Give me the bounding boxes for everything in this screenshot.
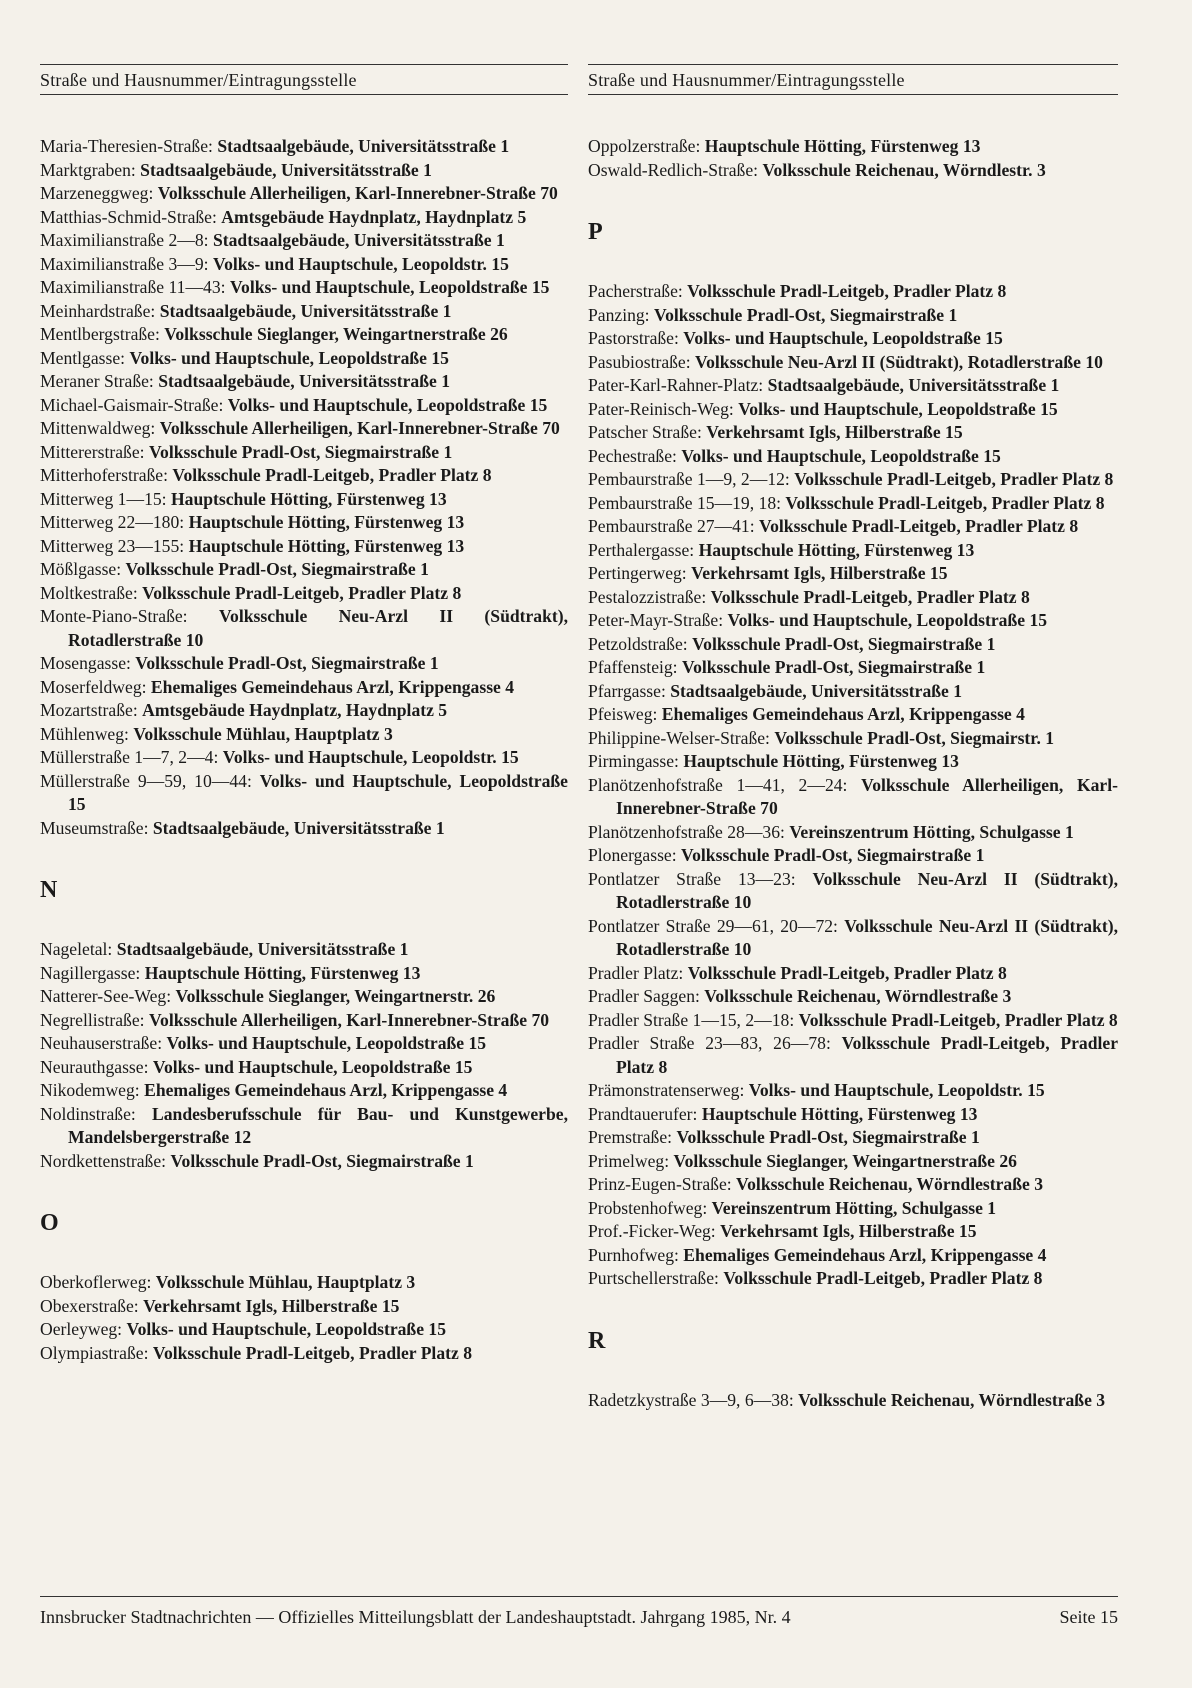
- street-name: Pater-Karl-Rahner-Platz:: [588, 375, 764, 395]
- street-name: Pestalozzistraße:: [588, 586, 707, 607]
- column-header-left: Straße und Hausnummer/Eintragungsstelle: [40, 64, 568, 95]
- registration-station: Verkehrsamt Igls, Hilberstraße 15: [720, 1221, 977, 1241]
- street-entry: [40, 488, 568, 512]
- street-name: Museumstraße:: [40, 817, 149, 838]
- registration-station: Volksschule Pradl-Ost, Siegmairstraße 1: [676, 1127, 980, 1147]
- registration-station: Stadtsaalgebäude, Universitätsstraße 1: [158, 371, 451, 391]
- registration-station: Volksschule Pradl-Leitgeb, Pradler Platz 8: [710, 586, 1030, 607]
- street-name: Mittererstraße:: [40, 441, 145, 462]
- registration-station: Volks- und Hauptschule, Leopoldstraße 15: [166, 1033, 487, 1053]
- street-name: Müllerstraße 9—59, 10—44:: [40, 770, 252, 791]
- street-entry: [40, 135, 568, 159]
- street-name: Pacherstraße:: [588, 281, 683, 301]
- section-letter: P: [588, 219, 603, 245]
- street-entry: [40, 253, 568, 277]
- registration-station: Amtsgebäude Haydnplatz, Haydnplatz 5: [142, 700, 448, 720]
- street-name: Planötzenhofstraße 1—41, 2—24:: [588, 774, 848, 795]
- street-entry: [40, 582, 568, 606]
- street-name: Pembaurstraße 27—41:: [588, 516, 755, 536]
- street-name: Marktgraben:: [40, 159, 136, 180]
- street-entry: [40, 229, 568, 253]
- street-entry: [40, 417, 568, 441]
- street-name: Radetzkystraße 3—9, 6—38:: [588, 1389, 794, 1410]
- street-entry: [40, 985, 568, 1009]
- street-entry: [40, 938, 568, 962]
- registration-station: Volksschule Pradl-Leitgeb, Pradler Platz 8: [723, 1268, 1043, 1288]
- street-name: Mitterhoferstraße:: [40, 465, 168, 485]
- registration-station: Hauptschule Hötting, Fürstenweg 13: [188, 535, 465, 556]
- street-name: Moltkestraße:: [40, 582, 138, 603]
- street-entry: [40, 535, 568, 559]
- registration-station: Volksschule Pradl-Leitgeb, Pradler Platz 8: [785, 492, 1105, 513]
- street-entry: [588, 468, 1118, 492]
- street-name: Oppolzerstraße:: [588, 136, 701, 156]
- street-entry: [588, 374, 1118, 398]
- street-entry: [40, 370, 568, 394]
- registration-station: Hauptschule Hötting, Fürstenweg 13: [144, 962, 421, 983]
- street-name: Premstraße:: [588, 1127, 673, 1147]
- street-entry: [588, 421, 1118, 445]
- street-entry: [40, 276, 568, 300]
- registration-station: Volks- und Hauptschule, Leopoldstraße 15: [229, 277, 550, 297]
- registration-station: Vereinszentrum Hötting, Schulgasse 1: [789, 821, 1074, 842]
- street-name: Pontlatzer Straße 13—23:: [588, 868, 796, 889]
- street-name: Obexerstraße:: [40, 1295, 139, 1316]
- street-name: Neurauthgasse:: [40, 1056, 149, 1077]
- registration-station: Ehemaliges Gemeindehaus Arzl, Krippengasse 4: [661, 704, 1025, 724]
- street-entry: [40, 206, 568, 230]
- registration-station: Hauptschule Hötting, Fürstenweg 13: [698, 539, 975, 560]
- registration-station: Volksschule Pradl-Leitgeb, Pradler Platz 8: [798, 1009, 1118, 1030]
- street-name: Peter-Mayr-Straße:: [588, 610, 724, 630]
- registration-station: Verkehrsamt Igls, Hilberstraße 15: [143, 1295, 400, 1316]
- street-entry: [40, 1103, 568, 1150]
- street-entry: [588, 633, 1118, 657]
- registration-station: Volksschule Mühlau, Hauptplatz 3: [155, 1272, 416, 1292]
- registration-station: Volksschule Pradl-Leitgeb, Pradler Platz 8: [616, 1033, 1118, 1077]
- street-entry: [40, 699, 568, 723]
- street-name: Planötzenhofstraße 28—36:: [588, 821, 785, 842]
- street-entry: [588, 1009, 1118, 1033]
- registration-station: Verkehrsamt Igls, Hilberstraße 15: [706, 422, 963, 442]
- registration-station: Volksschule Reichenau, Wörndlestr. 3: [762, 159, 1046, 180]
- street-name: Mosengasse:: [40, 653, 131, 673]
- street-entry: [588, 398, 1118, 422]
- street-entry: [588, 1150, 1118, 1174]
- street-entry: [40, 605, 568, 652]
- registration-station: Volksschule Mühlau, Hauptplatz 3: [133, 723, 393, 744]
- registration-station: Volksschule Sieglanger, Weingartnerstr. 26: [175, 986, 496, 1006]
- street-entry: [588, 962, 1118, 986]
- left-entries: [40, 135, 568, 1365]
- registration-station: Amtsgebäude Haydnplatz, Haydnplatz 5: [221, 206, 527, 227]
- street-name: Pertingerweg:: [588, 563, 687, 583]
- registration-station: Volksschule Pradl-Ost, Siegmairstraße 1: [692, 633, 996, 654]
- registration-station: Volks- und Hauptschule, Leopoldstr. 15: [222, 747, 519, 767]
- street-name: Mitterweg 22—180:: [40, 512, 185, 532]
- street-entry: [588, 159, 1118, 183]
- right-entries: [588, 135, 1118, 1412]
- street-name: Michael-Gaismair-Straße:: [40, 394, 224, 415]
- street-entry: [588, 280, 1118, 304]
- street-name: Nordkettenstraße:: [40, 1150, 167, 1171]
- registration-station: Volksschule Sieglanger, Weingartnerstraße 26: [673, 1150, 1017, 1171]
- registration-station: Volksschule Sieglanger, Weingartnerstraße 26: [164, 324, 508, 344]
- street-entry: [40, 1056, 568, 1080]
- registration-station: Volksschule Reichenau, Wörndlestraße 3: [798, 1389, 1106, 1410]
- registration-station: Stadtsaalgebäude, Universitätsstraße 1: [217, 136, 510, 156]
- registration-station: Volksschule Pradl-Ost, Siegmairstraße 1: [148, 441, 453, 462]
- registration-station: Vereinszentrum Hötting, Schulgasse 1: [711, 1197, 997, 1218]
- street-entry: [40, 1295, 568, 1319]
- registration-station: Stadtsaalgebäude, Universitätsstraße 1: [159, 300, 452, 321]
- registration-station: Volksschule Reichenau, Wörndlestraße 3: [704, 986, 1012, 1006]
- street-entry: [40, 558, 568, 582]
- street-entry: [40, 770, 568, 817]
- street-name: Meraner Straße:: [40, 371, 154, 391]
- page-footer: [40, 1596, 1118, 1629]
- street-entry: [40, 347, 568, 371]
- street-name: Maria-Theresien-Straße:: [40, 136, 213, 156]
- street-entry: [588, 327, 1118, 351]
- street-entry: [588, 656, 1118, 680]
- street-entry: [588, 1126, 1118, 1150]
- street-name: Maximilianstraße 11—43:: [40, 277, 226, 297]
- registration-station: Stadtsaalgebäude, Universitätsstraße 1: [140, 159, 432, 180]
- street-name: Mühlenweg:: [40, 723, 129, 744]
- registration-station: Hauptschule Hötting, Fürstenweg 13: [704, 136, 981, 156]
- street-entry: [40, 676, 568, 700]
- street-name: Müllerstraße 1—7, 2—4:: [40, 747, 219, 767]
- street-name: Prinz-Eugen-Straße:: [588, 1174, 732, 1194]
- registration-station: Volksschule Allerheiligen, Karl-Innerebner-Straße 70: [159, 418, 560, 438]
- street-name: Pradler Straße 23—83, 26—78:: [588, 1033, 831, 1053]
- street-entry: [588, 1220, 1118, 1244]
- street-entry: [40, 723, 568, 747]
- street-entry: [588, 727, 1118, 751]
- street-entry: [588, 515, 1118, 539]
- street-name: Prämonstratenserweg:: [588, 1080, 745, 1100]
- street-entry: [40, 746, 568, 770]
- registration-station: Hauptschule Hötting, Fürstenweg 13: [683, 751, 959, 771]
- street-name: Pasubiostraße:: [588, 351, 691, 372]
- registration-station: Ehemaliges Gemeindehaus Arzl, Krippengasse 4: [150, 676, 515, 697]
- registration-station: Volks- und Hauptschule, Leopoldstraße 15: [727, 610, 1048, 630]
- street-entry: [40, 323, 568, 347]
- registration-station: Volks- und Hauptschule, Leopoldstr. 15: [212, 253, 509, 274]
- column-header-right: Straße und Hausnummer/Eintragungsstelle: [588, 64, 1118, 95]
- footer-page-number: Seite 15: [1059, 1607, 1118, 1627]
- street-name: Marzeneggweg:: [40, 183, 154, 203]
- street-name: Philippine-Welser-Straße:: [588, 727, 770, 748]
- registration-station: Stadtsaalgebäude, Universitätsstraße 1: [212, 230, 505, 250]
- street-entry: [588, 492, 1118, 516]
- registration-station: Volksschule Neu-Arzl II (Südtrakt), Rotadlerstraße 10: [68, 606, 568, 650]
- street-entry: [588, 1103, 1118, 1127]
- registration-station: Volks- und Hauptschule, Leopoldstraße 15: [68, 770, 568, 814]
- registration-station: Hauptschule Hötting, Fürstenweg 13: [170, 488, 447, 509]
- street-entry: [40, 464, 568, 488]
- street-name: Neuhauserstraße:: [40, 1033, 163, 1053]
- street-entry: [40, 1079, 568, 1103]
- street-name: Maximilianstraße 3—9:: [40, 253, 209, 274]
- registration-station: Volksschule Allerheiligen, Karl-Innerebner-Straße 70: [157, 183, 558, 203]
- street-name: Mößlgasse:: [40, 559, 122, 579]
- street-entry: [40, 1271, 568, 1295]
- registration-station: Stadtsaalgebäude, Universitätsstraße 1: [767, 375, 1060, 395]
- registration-station: Volks- und Hauptschule, Leopoldstraße 15: [738, 398, 1058, 419]
- registration-station: Stadtsaalgebäude, Universitätsstraße 1: [152, 817, 445, 838]
- street-entry: [40, 182, 568, 206]
- street-name: Pfarrgasse:: [588, 680, 666, 701]
- footer-publication: Innsbrucker Stadtnachrichten — Offizielles Mitteilungsblatt der Landeshauptstadt. Jahrgang 1985, Nr. 4: [40, 1607, 791, 1627]
- registration-station: Ehemaliges Gemeindehaus Arzl, Krippengasse 4: [144, 1080, 508, 1100]
- section-letter: N: [40, 877, 58, 903]
- street-name: Pater-Reinisch-Weg:: [588, 398, 734, 419]
- registration-station: Volksschule Pradl-Leitgeb, Pradler Platz 8: [687, 962, 1007, 983]
- street-name: Natterer-See-Weg:: [40, 986, 172, 1006]
- street-entry: [40, 1150, 568, 1174]
- street-entry: [40, 1318, 568, 1342]
- street-name: Pechestraße:: [588, 445, 677, 466]
- registration-station: Landesberufsschule für Bau- und Kunstgewerbe, Mandelsbergerstraße 12: [68, 1103, 568, 1147]
- street-entry: [588, 985, 1118, 1009]
- registration-station: Volksschule Allerheiligen, Karl-Innerebner-Straße 70: [616, 774, 1118, 818]
- street-name: Oberkoflerweg:: [40, 1272, 152, 1292]
- registration-station: Volks- und Hauptschule, Leopoldstr. 15: [748, 1080, 1045, 1100]
- street-name: Perthalergasse:: [588, 539, 695, 560]
- street-entry: [588, 1267, 1118, 1291]
- registration-station: Volksschule Pradl-Leitgeb, Pradler Platz 8: [142, 582, 462, 603]
- registration-station: Stadtsaalgebäude, Universitätsstraße 1: [670, 680, 963, 701]
- left-column: [40, 64, 568, 1365]
- street-name: Petzoldstraße:: [588, 633, 688, 654]
- registration-station: Hauptschule Hötting, Fürstenweg 13: [701, 1103, 978, 1124]
- street-name: Monte-Piano-Straße:: [40, 606, 188, 626]
- section-letter: O: [40, 1210, 59, 1236]
- registration-station: Volksschule Neu-Arzl II (Südtrakt), Rotadlerstraße 10: [695, 351, 1103, 372]
- registration-station: Volks- und Hauptschule, Leopoldstraße 15: [126, 1319, 447, 1339]
- registration-station: Volks- und Hauptschule, Leopoldstraße 15: [681, 445, 1001, 466]
- street-entry: [588, 1389, 1118, 1413]
- registration-station: Verkehrsamt Igls, Hilberstraße 15: [691, 563, 948, 583]
- street-name: Patscher Straße:: [588, 422, 702, 442]
- registration-station: Volksschule Reichenau, Wörndlestraße 3: [736, 1174, 1043, 1194]
- street-entry: [588, 609, 1118, 633]
- registration-station: Volks- und Hauptschule, Leopoldstraße 15: [152, 1056, 473, 1077]
- registration-station: Volksschule Neu-Arzl II (Südtrakt), Rotadlerstraße 10: [616, 868, 1118, 912]
- street-entry: [588, 844, 1118, 868]
- registration-station: Volksschule Pradl-Leitgeb, Pradler Platz 8: [794, 469, 1114, 489]
- registration-station: Volksschule Pradl-Ost, Siegmairstraße 1: [125, 559, 429, 579]
- street-entry: [588, 774, 1118, 821]
- registration-station: Volksschule Pradl-Leitgeb, Pradler Platz 8: [687, 281, 1007, 301]
- registration-station: Volksschule Pradl-Ost, Siegmairstraße 1: [653, 304, 958, 325]
- registration-station: Volks- und Hauptschule, Leopoldstraße 15: [227, 394, 548, 415]
- street-name: Primelweg:: [588, 1150, 670, 1171]
- street-entry: [588, 1197, 1118, 1221]
- street-entry: [40, 441, 568, 465]
- registration-station: Volks- und Hauptschule, Leopoldstraße 15: [129, 347, 449, 368]
- street-name: Panzing:: [588, 304, 650, 325]
- street-entry: [588, 351, 1118, 375]
- street-name: Moserfeldweg:: [40, 676, 147, 697]
- street-entry: [588, 1079, 1118, 1103]
- registration-station: Stadtsaalgebäude, Universitätsstraße 1: [116, 939, 409, 959]
- street-name: Mitterweg 1—15:: [40, 488, 167, 509]
- street-name: Maximilianstraße 2—8:: [40, 230, 209, 250]
- street-entry: [40, 652, 568, 676]
- street-name: Pontlatzer Straße 29—61, 20—72:: [588, 915, 838, 936]
- street-name: Pembaurstraße 15—19, 18:: [588, 492, 782, 513]
- street-name: Mentlbergstraße:: [40, 324, 160, 344]
- street-name: Pirmingasse:: [588, 751, 679, 771]
- street-name: Pradler Platz:: [588, 962, 684, 983]
- street-entry: [40, 1032, 568, 1056]
- registration-station: Volksschule Pradl-Leitgeb, Pradler Platz 8: [152, 1342, 472, 1363]
- section-letter: R: [588, 1327, 606, 1354]
- street-entry: [588, 1244, 1118, 1268]
- registration-station: Volksschule Pradl-Leitgeb, Pradler Platz 8: [759, 516, 1079, 536]
- street-entry: [588, 562, 1118, 586]
- registration-station: Volksschule Pradl-Ost, Siegmairstr. 1: [774, 727, 1055, 748]
- street-entry: [40, 300, 568, 324]
- street-name: Mitterweg 23—155:: [40, 535, 185, 556]
- registration-station: Ehemaliges Gemeindehaus Arzl, Krippengasse 4: [683, 1244, 1047, 1265]
- street-entry: [40, 159, 568, 183]
- street-name: Mentlgasse:: [40, 347, 126, 368]
- street-entry: [588, 703, 1118, 727]
- street-entry: [588, 821, 1118, 845]
- street-entry: [588, 1173, 1118, 1197]
- street-name: Mozartstraße:: [40, 700, 138, 720]
- street-name: Oerleyweg:: [40, 1319, 123, 1339]
- street-entry: [40, 817, 568, 841]
- registration-station: Volks- und Hauptschule, Leopoldstraße 15: [683, 328, 1003, 348]
- street-name: Nikodemweg:: [40, 1080, 140, 1100]
- street-entry: [588, 1032, 1118, 1079]
- street-name: Pradler Saggen:: [588, 986, 700, 1006]
- street-entry: [40, 962, 568, 986]
- street-name: Pfaffensteig:: [588, 657, 678, 677]
- street-name: Nageletal:: [40, 939, 113, 959]
- street-entry: [588, 680, 1118, 704]
- street-name: Oswald-Redlich-Straße:: [588, 159, 759, 180]
- street-name: Matthias-Schmid-Straße:: [40, 206, 217, 227]
- street-entry: [40, 511, 568, 535]
- street-entry: [588, 750, 1118, 774]
- street-name: Negrellistraße:: [40, 1009, 145, 1030]
- right-column: [588, 64, 1118, 1412]
- street-entry: [588, 445, 1118, 469]
- registration-station: Volksschule Pradl-Leitgeb, Pradler Platz 8: [172, 465, 492, 485]
- street-entry: [40, 394, 568, 418]
- registration-station: Volksschule Pradl-Ost, Siegmairstraße 1: [681, 845, 985, 865]
- registration-station: Volksschule Pradl-Ost, Siegmairstraße 1: [135, 653, 439, 673]
- street-entry: [588, 304, 1118, 328]
- street-name: Prof.-Ficker-Weg:: [588, 1221, 716, 1241]
- street-name: Pfeisweg:: [588, 704, 658, 724]
- street-name: Purnhofweg:: [588, 1244, 679, 1265]
- street-name: Meinhardstraße:: [40, 300, 156, 321]
- street-entry: [588, 135, 1118, 159]
- street-name: Pradler Straße 1—15, 2—18:: [588, 1009, 795, 1030]
- street-name: Prandtauerufer:: [588, 1103, 698, 1124]
- street-entry: [40, 1342, 568, 1366]
- registration-station: Volksschule Pradl-Ost, Siegmairstraße 1: [681, 657, 986, 677]
- street-name: Plonergasse:: [588, 845, 677, 865]
- street-entry: [588, 586, 1118, 610]
- street-name: Noldinstraße:: [40, 1103, 136, 1124]
- street-entry: [40, 1009, 568, 1033]
- registration-station: Volksschule Neu-Arzl II (Südtrakt), Rotadlerstraße 10: [616, 915, 1118, 959]
- street-name: Probstenhofweg:: [588, 1197, 708, 1218]
- registration-station: Volksschule Pradl-Ost, Siegmairstraße 1: [170, 1150, 474, 1171]
- street-name: Olympiastraße:: [40, 1342, 149, 1363]
- street-entry: [588, 539, 1118, 563]
- street-name: Pastorstraße:: [588, 328, 679, 348]
- registration-station: Hauptschule Hötting, Fürstenweg 13: [188, 512, 465, 532]
- street-entry: [588, 915, 1118, 962]
- street-name: Mittenwaldweg:: [40, 418, 156, 438]
- street-entry: [588, 868, 1118, 915]
- street-name: Nagillergasse:: [40, 962, 141, 983]
- registration-station: Volksschule Allerheiligen, Karl-Innerebner-Straße 70: [148, 1009, 550, 1030]
- street-name: Pembaurstraße 1—9, 2—12:: [588, 469, 790, 489]
- street-name: Purtschellerstraße:: [588, 1268, 719, 1288]
